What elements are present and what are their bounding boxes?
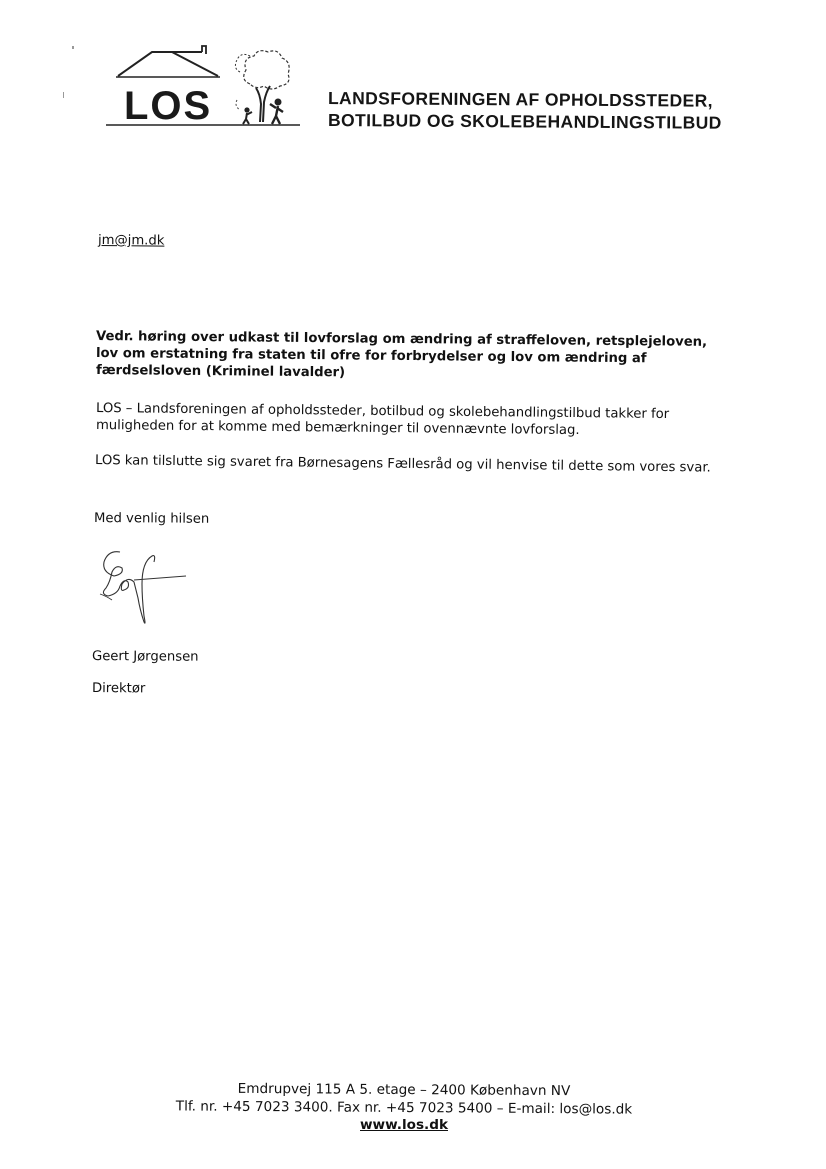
footer-address: Emdrupvej 115 A 5. etage – 2400 København NV (237, 1080, 571, 1100)
closing-greeting: Med venlig hilsen (93, 511, 210, 527)
subject-heading (96, 328, 707, 379)
body-paragraph-1 (95, 400, 670, 439)
subject-line: lov om erstatning fra staten til ofre for forbrydelser og lov om ændring af (95, 346, 647, 367)
paragraph-line: LOS – Landsforeningen af opholdssteder, botilbud og skolebehandlingstilbud takker for (95, 401, 670, 423)
recipient-email-link[interactable]: jm@jm.dk (97, 233, 165, 249)
paragraph-line: muligheden for at komme med bemærkninger til ovennævnte lovforslag. (95, 418, 580, 439)
footer-contact: Tlf. nr. +45 7023 3400. Fax nr. +45 7023 5400 – E-mail: los@los.dk (175, 1098, 633, 1118)
signatory-name: Geert Jørgensen (91, 649, 199, 665)
footer-website-link[interactable]: www.los.dk (360, 1117, 448, 1133)
handwritten-signature (94, 548, 192, 630)
svg-text:LOS: LOS (124, 84, 213, 128)
subject-line: Vedr. høring over udkast til lovforslag om ændring af straffeloven, retsplejeloven, (95, 329, 708, 350)
signatory-title: Direktør (91, 681, 146, 697)
scan-speck (72, 46, 74, 49)
body-paragraph-2: LOS kan tilslutte sig svaret fra Børnesagens Fællesråd og vil henvise til dette som vores svar. (94, 453, 711, 476)
los-logo (100, 44, 305, 134)
org-name-line-1: LANDSFORENINGEN AF OPHOLDSSTEDER, (327, 88, 714, 111)
org-name-line-2: BOTILBUD OG SKOLEBEHANDLINGSTILBUD (327, 110, 722, 133)
scan-speck (63, 92, 64, 98)
subject-line: færdselsloven (Kriminel lavalder) (95, 363, 346, 381)
